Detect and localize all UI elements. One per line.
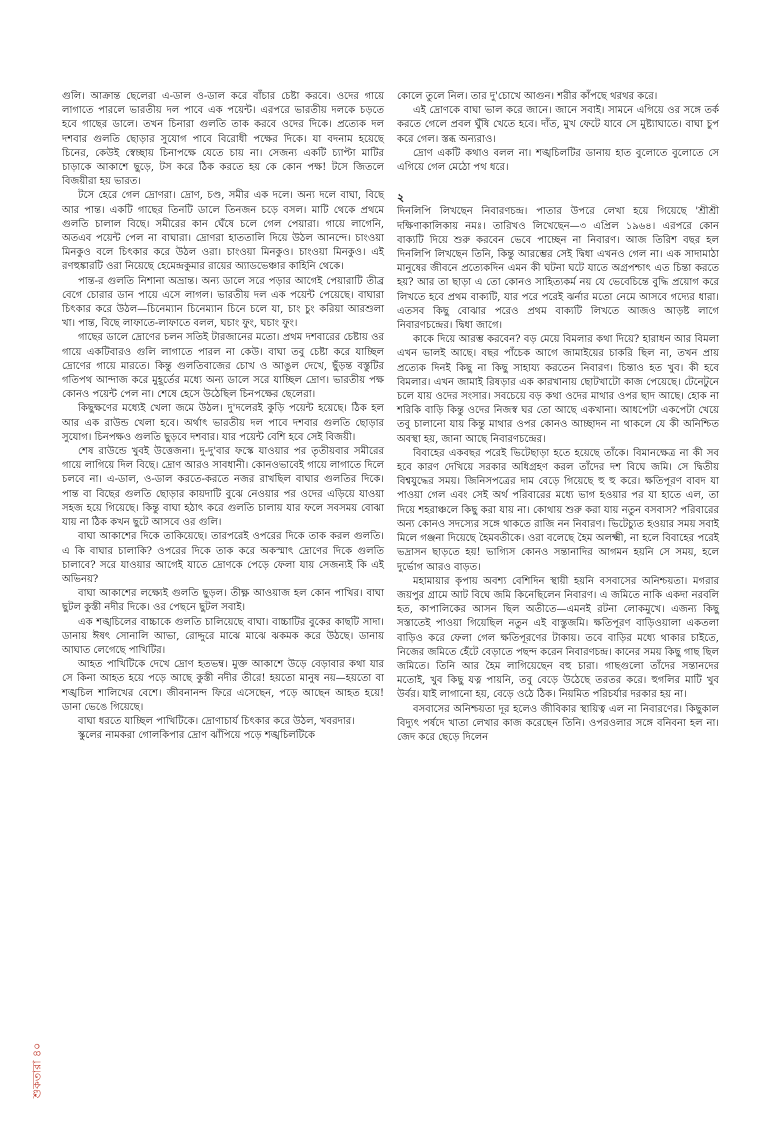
paragraph: বিবাহের একবছর পরেই ভিটেছাড়া হতে হয়েছে তাঁকে। বিমানক্ষেত্র না কী সব হবে কারণ দেখিয়ে সরকার অধিগ্রহণ করল তাঁদের দশ বিঘে জমি। সে দ্বিতীয় বিশ্বযুদ্ধের সময়। জিনিসপত্রের দাম বেড়ে গিয়েছে হু হু করে। ক্ষতিপূরণ বাবদ যা পাওয়া গেল এবং সেই অর্থ পরিবারের মধ্যে ভাগ হওয়ার পর যা হাতে এল, তা দিয়ে শহরাঞ্চলে কিছু করা যায় না। কোথায় শুরু করা যায় নতুন বসবাস? পরিবারের অন্য কোনও সদস্যের সঙ্গে থাকতে রাজি নন নিবারণ। ভিটেচ্যুত হওয়ার সময় সবাই মিলে গঞ্জনা দিয়েছে হৈমবতীকে। ওরা বলেছে হৈম অলক্ষ্মী, না হলে বিবাহের পরেই ভদ্রাসন ছাড়তে হয়! ভাগ্যিস কোনও সন্তানাদির আগমন হয়নি সে সময়, হলে দুর্ভোগ আরও বাড়ত।: [397, 447, 719, 573]
paragraph: আহত পাখিটিকে দেখে দ্রোণ হতভম্ব। মুক্ত আকাশে উড়ে বেড়াবার কথা যার সে কিনা আহত হয়ে পড়ে আছে কুস্তী নদীর তীরে! হয়তো মানুষ নয়—হয়তো বা শঙ্খচিল শালিখের বেশে। জীবনানন্দ ফিরে এসেছেন, পড়ে আছেন আহত হয়ে! ডানা ভেঙে গিয়েছে।: [62, 659, 384, 713]
paragraph: এক শঙ্খচিলের বাচ্চাকে গুলতি চালিয়েছে বাঘা। বাচ্চাটির বুকের কাছটি সাদা। ডানায় ঈষৎ সোনালি আভা, রোদ্দুরে মাঝে মাঝে ঝকমক করে উঠছে। ডানায় আঘাত লেগেছে পাখিটির।: [62, 616, 384, 656]
left-column: [62, 90, 384, 743]
right-column: [397, 90, 719, 745]
paragraph: গুলি। আক্রান্ত ছেলেরা এ-ডাল ও-ডাল করে বাঁচার চেষ্টা করবে। ওদের গায়ে লাগাতে পারলে ভারতীয় দল পাবে এক পয়েন্ট। এরপরে ভারতীয় দলকে চড়তে হবে গাছের ডালে। তখন চিনারা গুলতি তাক করবে ওদের দিকে। প্রত্যেক দল দশবার গুলতি ছোড়ার সুযোগ পাবে বিরোধী পক্ষের দিকে। যা বদনাম হয়েছে চিনের, কেউই স্বেচ্ছায় চিনাপক্ষে যেতে চায় না। সেজন্য একটি চ্যাপ্টা মাটির চাড়াকে আকাশে ছুড়ে, টস করে ঠিক করতে হয় কে কোন পক্ষ! টসে জিতলে বিজয়ীরা হয় ভারত।: [62, 91, 384, 188]
paragraph: স্কুলের নামকরা গোলকিপার দ্রোণ ঝাঁপিয়ে পড়ে শঙ্খচিলটিকে: [78, 730, 316, 742]
paragraph: বাঘা আকাশের লক্ষ্যেই গুলতি ছুড়ল। তীক্ষ্ণ আওয়াজ হল কোন পাখির। বাঘা ছুটল কুস্তী নদীর দিকে। ওর পেছনে ছুটল সবাই।: [62, 588, 384, 614]
paragraph: শেষ রাউন্ডে খুবই উত্তেজনা। দু-দু'বার ফস্কে যাওয়ার পর তৃতীয়বার সমীরের গায়ে লাগিয়ে দিল বিছে। দ্রোণ আরও সাবধানী। কোনওভাবেই গায়ে লাগাতে দিলে চলবে না। এ-ডাল, ও-ডাল করতে-করতে নজর রাখছিল বাঘার গুলতির দিকে। পান্ত বা বিছের গুলতি ছোড়ার কায়দাটি বুঝে নেওয়ার পর ওদের এড়িয়ে যাওয়া সহজ হয়ে গিয়েছে। কিন্তু বাঘা হঠাৎ করে গুলতি চালায় যার ফলে সবসময় বোঝা যায় না ঠিক কখন ছুটে আসবে ওর গুলি।: [62, 446, 384, 529]
paragraph: দিনলিপি লিখছেন নিবারণচন্দ্র। পাতার উপরে লেখা হয়ে গিয়েছে 'শ্রীশ্রী দক্ষিণাকালিকায় নমঃ। তারিখও লিখেছেন—৩ এপ্রিল ১৯৬৪। এরপরে কোন বাক্যটি দিয়ে শুরু করবেন ভেবে পাচ্ছেন না নিবারণ। আজ তিরিশ বছর হল দিনলিপি লিখছেন তিনি, কিন্তু আরম্ভের সেই দ্বিধা এখনও গেল না। এক সাদামাঠা মানুষের জীবনে প্রত্যেকদিন এমন কী ঘটনা ঘটে যাতে অগ্রপশ্চাৎ এত চিন্তা করতে হয়? আর তা ছাড়া এ তো কোনও সাহিত্যকর্ম নয় যে ভেবেচিন্তে বুদ্ধি প্রয়োগ করে লিখতে হবে প্রথম বাক্যটি, যার পরে পরেই ঝর্নার মতো নেমে আসবে গদ্যের ধারা। এতসব কিছু বোঝার পরেও প্রথম বাক্যটি লিখতে আজও আড়ষ্ট লাগে নিবারণচন্দ্রের। দ্বিধা জাগে।: [397, 206, 719, 332]
paragraph: মহামায়ার কৃপায় অবশ্য বেশিদিন স্থায়ী হয়নি বসবাসের অনিশ্চয়তা। মগরার জয়পুর গ্রামে আট বিঘে জমি কিনেছিলেন নিবারণ। এ জমিতে নাকি একদা নরবলি হত, কাপালিকের আসন ছিল অতীতে—এমনই রটনা লোকমুখে। এজন্য কিছু সস্তাতেই পাওয়া গিয়েছিল নতুন এই বাস্তুজমি। ক্ষতিপূরণ বাড়িওয়ালা একতলা বাড়িও করে ফেলা গেল ক্ষতিপূরণের টাকায়। তবে বাড়ির মধ্যে থাকার চাইতে, নিজের জমিতে হেঁটে বেড়াতে পছন্দ করেন নিবারণচন্দ্র। কানের সময় কিছু গাছ ছিল জমিতে। তিনি আর হৈম লাগিয়েছেন বহু চারা। গাছগুলো তাঁদের সন্তানদের মতোই, খুব কিছু যত্ন পায়নি, তবু বেড়ে উঠেছে তরতর করে। হুগলির মাটি খুব উর্বর। যাই লাগানো হয়, বেড়ে ওঠে ঠিক। নিয়মিত পরিচর্যার দরকার হয় না।: [397, 575, 719, 701]
paragraph: বাঘা আকাশের দিকে তাকিয়েছে। তারপরেই ওপরের দিকে তাক করল গুলতি। এ কি বাঘার চালাকি? ওপরের দিকে তাক করে অকস্মাৎ দ্রোণের দিকে গুলতি চালাবে? সরে যাওয়ার আগেই যাতে দ্রোণকে পেড়ে ফেলা যায় সেজন্যই কি এই অভিনয়?: [62, 531, 384, 585]
section-number: ২: [397, 191, 405, 205]
paragraph: কিছুক্ষণের মধ্যেই খেলা জমে উঠল। দু'দলেরই কুড়ি পয়েন্ট হয়েছে। ঠিক হল আর এক রাউন্ড খেলা হবে। অর্থাৎ ভারতীয় দল পাবে দশবার গুলতি ছোড়ার সুযোগ। চিনপক্ষও গুলতি ছুড়বে দশবার। যার পয়েন্ট বেশি হবে সেই বিজয়ী।: [62, 403, 384, 443]
paragraph: এই দ্রোণকে বাঘা ভাল করে জানে। জানে সবাই। সামনে এগিয়ে ওর সঙ্গে তর্ক করতে গেলে প্রবল ঘুঁষি খেতে হবে। দাঁত, মুখ ফেটে যাবে সে মুষ্ট্যাঘাতে। বাঘা চুপ করে গেল। স্তব্ধ অন্যরাও।: [397, 105, 719, 145]
paragraph: কাকে দিয়ে আরম্ভ করবেন? বড় মেয়ে বিমলার কথা দিয়ে? হারাধন আর বিমলা এখন ভালই আছে। বছর পাঁচেক আগে জামাইয়ের চাকরি ছিল না, তখন প্রায় প্রত্যেক দিনই কিছু না কিছু সাহায্য করতেন নিবারণ। চিন্তাও হত খুব। কী হবে বিমলার। এখন জামাই রিষড়ার এক কারখানায় ছোটখাটো কাজ পেয়েছে। টেনেটুনে চলে যায় ওদের সংসার। সবচেয়ে বড় কথা ওদের মাথার ওপর ছাদ আছে। হোক না শরিকি বাড়ি কিন্তু ওদের নিজস্ব ঘর তো আছে একখানা। আধপেটা একপেটা খেয়ে তবু চালানো যায় কিন্তু মাথার ওপর কোনও আচ্ছাদন না থাকলে যে কী অনিশ্চিত অবস্থা হয়, জানা আছে নিবারণচন্দ্রের।: [397, 334, 719, 445]
paragraph: বাঘা ধরতে যাচ্ছিল পাখিটিকে। দ্রোণাচার্য চিৎকার করে উঠল, খবরদার।: [78, 715, 355, 727]
paragraph: বসবাসের অনিশ্চয়তা দূর হলেও জীবিকার স্থায়িত্ব এল না নিবারণের। কিছুকাল বিদ্যুৎ পর্ষদে খাতা লেখার কাজ করেছেন তিনি। ওপরওলার সঙ্গে বনিবনা হল না। জেদ করে ছেড়ে দিলেন: [397, 703, 719, 743]
paragraph: পান্ত-র গুলতি নিশানা অভ্রান্ত। অন্য ডালে সরে পড়ার আগেই পেয়ারাটি তীব্র বেগে চোরার ডান পায়ে এসে লাগল। ভারতীয় দল এক পয়েন্ট পেয়েছে। বাঘারা চিৎকার করে উঠল—চিনেম্যান চিনেম্যান চিনে চলে যা, চাং চুং করিয়া আরশুলা খা। পান্ত, বিছে লাফাতে-লাফাতে বলল, ঘচাং ফুং, ঘচাং ফুং।: [62, 275, 384, 330]
paragraph: টসে হেরে গেল দ্রোণরা। দ্রোণ, চণ্ড, সমীর এক দলে। অন্য দলে বাঘা, বিছে আর পান্ত। একটি গাছের তিনটি ডালে তিনজন চড়ে বসল। মাটি থেকে প্রথমে গুলতি চালাল বিছে। সমীরের কান ঘেঁষে চলে গেল পেয়ারা। গায়ে লাগেনি, অতএব পয়েন্ট পেল না বাঘারা। দ্রোণরা হাততালি দিয়ে উঠল আনন্দে। চাংওয়া মিনকুও বলে চিৎকার করে উঠল ওরা। চাংওয়া মিনকুও। চাংওয়া মিনকুও। এই রণহুঙ্কারটি ওরা নিয়েছে হেমেন্দ্রকুমার রায়ের অ্যাডভেঞ্চার কাহিনি থেকে।: [62, 190, 384, 273]
page-folio: [30, 1020, 46, 1120]
folio-text: শুকতারা ৪০: [30, 1042, 44, 1098]
paragraph: দ্রোণ একটি কথাও বলল না। শঙ্খচিলটির ডানায় হাত বুলোতে বুলোতে সে এগিয়ে গেল মেঠো পথ ধরে।: [397, 147, 719, 174]
paragraph: গাছের ডালে দ্রোণের চলন সতিই টারজানের মতো। প্রথম দশবারের চেষ্টায় ওর গায়ে একটিবারও গুলি লাগাতে পারল না কেউ। বাঘা তবু চেষ্টা করে যাচ্ছিল দ্রোণের গায়ে মারতে। কিন্তু গুলতিবাজের চোখ ও আঙুল দেখে, ছুঁড়ন্ত বস্তুটির গতিপথ আন্দাজ করে মুহূর্তের মধ্যে অন্য ডালে সরে যাচ্ছিল দ্রোণ। ভারতীয় পক্ষ কোনও পয়েন্ট পেল না। শেষে হেসে উঠেছিল চিনপক্ষের ছেলেরা।: [62, 332, 384, 401]
paragraph: কোলে তুলে নিল। তার দু'চোখে আগুন। শরীর কাঁপছে থরথর করে।: [397, 91, 658, 102]
